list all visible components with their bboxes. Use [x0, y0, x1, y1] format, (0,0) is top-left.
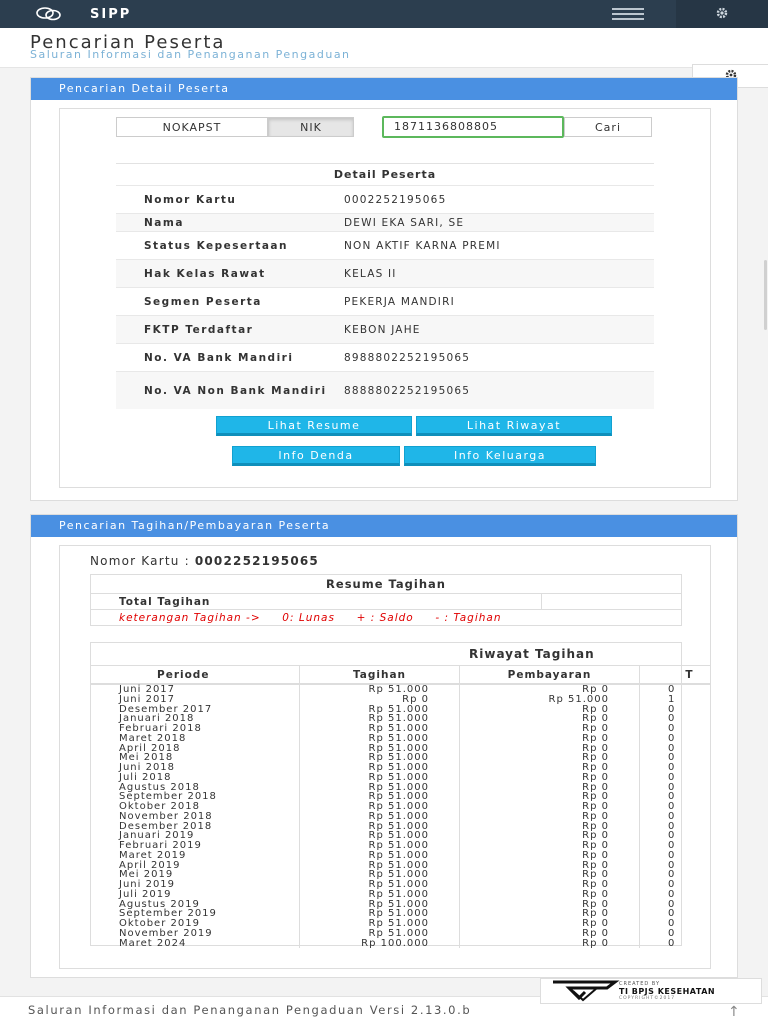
gear-icon: [715, 6, 729, 23]
toggle-nokapst[interactable]: NOKAPST: [116, 117, 268, 137]
table-cell: Rp 51.000: [299, 812, 459, 822]
table-cell: Rp 0: [459, 773, 639, 783]
table-cell: 0: [639, 939, 711, 949]
riwayat-title: Riwayat Tagihan: [469, 647, 595, 661]
table-cell: Rp 0: [459, 783, 639, 793]
table-cell: 0: [639, 705, 711, 715]
search-input[interactable]: 1871136808805: [382, 116, 564, 138]
detail-value: 0002252195065: [344, 193, 447, 206]
table-cell: 1: [639, 695, 711, 705]
table-cell: 0: [639, 841, 711, 851]
table-cell: Rp 0: [459, 851, 639, 861]
table-cell: 0: [639, 802, 711, 812]
table-cell: 0: [639, 783, 711, 793]
table-cell: Rp 51.000: [299, 909, 459, 919]
detail-row: [116, 315, 654, 343]
arrow-up-icon[interactable]: ↑: [728, 1004, 741, 1020]
detail-value: DEWI EKA SARI, SE: [344, 216, 465, 229]
detail-label: Nama: [144, 216, 184, 229]
page-header: [0, 28, 768, 68]
scrollbar[interactable]: [764, 260, 767, 330]
table-cell: Oktober 2018: [119, 801, 200, 812]
table-cell: Rp 51.000: [299, 773, 459, 783]
table-cell: Rp 51.000: [299, 724, 459, 734]
table-cell: Rp 0: [299, 695, 459, 705]
detail-value: KEBON JAHE: [344, 323, 421, 336]
page-title: Pencarian Peserta: [30, 32, 226, 53]
table-cell: Juni 2018: [119, 762, 176, 773]
settings-button[interactable]: [676, 0, 768, 28]
nomor-kartu-label: Nomor Kartu :: [90, 554, 190, 568]
table-cell: Rp 51.000: [299, 734, 459, 744]
creator-badge: [540, 978, 762, 1004]
table-cell: 0: [639, 909, 711, 919]
table-cell: 0: [639, 851, 711, 861]
table-cell: Rp 51.000: [299, 763, 459, 773]
table-cell: Mei 2018: [119, 752, 174, 764]
table-cell: Rp 0: [459, 812, 639, 822]
table-cell: November 2019: [119, 927, 213, 939]
table-cell: April 2018: [119, 742, 181, 754]
legend-keterangan: keterangan Tagihan -> 0: Lunas + : Saldo - : Tagihan: [91, 609, 681, 625]
table-cell: Agustus 2018: [119, 781, 200, 793]
lihat-resume-button[interactable]: Lihat Resume: [216, 416, 412, 436]
table-cell: Juni 2017: [119, 684, 176, 695]
info-denda-button[interactable]: Info Denda: [232, 446, 400, 466]
table-cell: Rp 51.000: [299, 714, 459, 724]
detail-label: Status Kepesertaan: [144, 239, 288, 252]
detail-table-title: Detail Peserta: [116, 163, 654, 185]
table-cell: Januari 2018: [119, 713, 195, 725]
table-cell: 0: [639, 685, 711, 695]
bpjs-logo-icon: [549, 980, 619, 1002]
table-cell: Rp 51.000: [299, 861, 459, 871]
panel-title: Pencarian Tagihan/Pembayaran Peserta: [31, 515, 737, 537]
detail-row: [116, 185, 654, 213]
table-cell: Rp 0: [459, 724, 639, 734]
table-cell: Rp 0: [459, 929, 639, 939]
table-cell: 0: [639, 831, 711, 841]
table-cell: Rp 51.000: [299, 685, 459, 695]
detail-label: No. VA Bank Mandiri: [144, 351, 294, 364]
detail-row: [116, 343, 654, 371]
chat-bubbles-icon: [36, 7, 62, 21]
table-cell: Rp 0: [459, 753, 639, 763]
table-cell: 0: [639, 900, 711, 910]
table-cell: 0: [639, 870, 711, 880]
table-cell: 0: [639, 773, 711, 783]
table-row: [91, 685, 711, 695]
table-cell: 0: [639, 812, 711, 822]
table-cell: Juni 2017: [119, 693, 176, 705]
badge-line2: TI BPJS KESEHATAN: [619, 987, 716, 996]
table-cell: 0: [639, 890, 711, 900]
table-cell: September 2018: [119, 791, 217, 803]
detail-row: [116, 259, 654, 287]
nomor-kartu: [90, 554, 319, 568]
table-cell: Rp 0: [459, 685, 639, 695]
panel-title: Pencarian Detail Peserta: [31, 78, 737, 100]
table-cell: Rp 51.000: [299, 831, 459, 841]
table-cell: Juni 2019: [119, 879, 176, 890]
detail-peserta-panel: [30, 77, 738, 501]
table-cell: Rp 0: [459, 841, 639, 851]
table-header: [91, 665, 711, 685]
table-cell: Agustus 2019: [119, 898, 200, 910]
table-cell: Rp 0: [459, 861, 639, 871]
footer-text: Saluran Informasi dan Penanganan Pengaduan Versi 2.13.0.b: [28, 1003, 472, 1017]
detail-label: Segmen Peserta: [144, 295, 262, 308]
table-cell: Rp 0: [459, 890, 639, 900]
table-cell: Desember 2017: [119, 703, 213, 715]
table-cell: 0: [639, 861, 711, 871]
table-cell: 0: [639, 919, 711, 929]
table-cell: Rp 100.000: [299, 939, 459, 949]
hamburger-menu-icon[interactable]: [612, 8, 644, 20]
table-cell: Rp 51.000: [299, 890, 459, 900]
table-cell: Rp 0: [459, 900, 639, 910]
nomor-kartu-value: 0002252195065: [194, 554, 319, 568]
detail-row: [116, 231, 654, 259]
app-name: SIPP: [90, 6, 132, 22]
table-cell: Rp 0: [459, 763, 639, 773]
table-cell: Mei 2019: [119, 869, 174, 881]
table-cell: 0: [639, 734, 711, 744]
table-cell: Rp 0: [459, 822, 639, 832]
table-cell: Rp 0: [459, 939, 639, 949]
table-cell: Maret 2024: [119, 937, 187, 949]
detail-peserta-box: [59, 108, 711, 488]
table-cell: 0: [639, 724, 711, 734]
table-cell: April 2019: [119, 859, 181, 871]
table-cell: Rp 51.000: [299, 792, 459, 802]
table-cell: Rp 0: [459, 909, 639, 919]
lihat-riwayat-button[interactable]: Lihat Riwayat: [416, 416, 612, 436]
table-cell: Rp 51.000: [299, 841, 459, 851]
table-cell: Rp 51.000: [459, 695, 639, 705]
table-cell: Rp 0: [459, 705, 639, 715]
badge-line1: CREATED BY: [619, 981, 661, 987]
detail-row: [116, 287, 654, 315]
total-tagihan-label: Total Tagihan: [119, 596, 211, 608]
table-cell: Februari 2019: [119, 840, 202, 851]
table-cell: Desember 2018: [119, 820, 213, 832]
table-cell: Rp 0: [459, 744, 639, 754]
table-cell: Januari 2019: [119, 830, 195, 842]
table-cell: November 2018: [119, 810, 213, 822]
table-cell: 0: [639, 880, 711, 890]
table-cell: 0: [639, 763, 711, 773]
detail-value: PEKERJA MANDIRI: [344, 295, 455, 308]
table-cell: Rp 51.000: [299, 802, 459, 812]
table-cell: Rp 0: [459, 870, 639, 880]
table-cell: Maret 2018: [119, 732, 187, 744]
column-header: Periode: [157, 668, 210, 681]
page-subtitle: Saluran Informasi dan Penanganan Pengaduan: [30, 48, 351, 61]
detail-table: [116, 163, 654, 409]
table-cell: 0: [639, 822, 711, 832]
table-cell: 0: [639, 792, 711, 802]
table-cell: Rp 51.000: [299, 851, 459, 861]
detail-label: Nomor Kartu: [144, 193, 237, 206]
search-type-toggle: [116, 117, 354, 137]
detail-row: [116, 213, 654, 231]
table-cell: Rp 51.000: [299, 705, 459, 715]
table-cell: 0: [639, 714, 711, 724]
table-cell: Februari 2018: [119, 723, 202, 734]
table-cell: Juli 2019: [119, 888, 172, 900]
table-cell: Rp 51.000: [299, 919, 459, 929]
riwayat-table: [91, 665, 711, 948]
detail-value: 8988802252195065: [344, 351, 471, 364]
detail-label: Hak Kelas Rawat: [144, 267, 266, 280]
table-cell: Rp 51.000: [299, 753, 459, 763]
tagihan-box: [59, 545, 711, 969]
detail-value: 8888802252195065: [344, 384, 471, 397]
table-row: [91, 939, 711, 949]
table-cell: 0: [639, 753, 711, 763]
detail-value: KELAS II: [344, 267, 397, 280]
table-cell: Rp 0: [459, 919, 639, 929]
table-cell: Rp 51.000: [299, 870, 459, 880]
table-cell: Oktober 2019: [119, 918, 200, 929]
top-navbar: [0, 0, 768, 28]
brand[interactable]: [36, 4, 131, 24]
table-cell: Rp 0: [459, 831, 639, 841]
info-keluarga-button[interactable]: Info Keluarga: [404, 446, 596, 466]
column-header: Pembayaran: [459, 666, 639, 683]
table-cell: Rp 0: [459, 792, 639, 802]
column-header: T: [639, 666, 711, 683]
table-cell: 0: [639, 929, 711, 939]
table-cell: Rp 51.000: [299, 744, 459, 754]
detail-label: No. VA Non Bank Mandiri: [144, 384, 327, 397]
table-cell: Juli 2018: [119, 771, 172, 783]
table-cell: Rp 51.000: [299, 783, 459, 793]
table-cell: Maret 2019: [119, 849, 187, 861]
column-header: Tagihan: [299, 666, 459, 683]
table-cell: Rp 0: [459, 714, 639, 724]
riwayat-tagihan: [90, 642, 694, 949]
search-button[interactable]: Cari: [564, 117, 652, 137]
table-cell: Rp 0: [459, 734, 639, 744]
total-tagihan-row: [91, 593, 681, 609]
detail-value: NON AKTIF KARNA PREMI: [344, 239, 501, 252]
detail-row: [116, 371, 654, 409]
table-cell: Rp 0: [459, 802, 639, 812]
resume-title: Resume Tagihan: [326, 577, 446, 591]
table-cell: Rp 51.000: [299, 929, 459, 939]
table-cell: Rp 51.000: [299, 822, 459, 832]
table-cell: 0: [639, 744, 711, 754]
table-cell: Rp 51.000: [299, 900, 459, 910]
toggle-nik[interactable]: NIK: [268, 117, 354, 137]
detail-label: FKTP Terdaftar: [144, 323, 254, 336]
table-cell: September 2019: [119, 908, 217, 920]
tagihan-panel: [30, 514, 738, 978]
table-cell: Rp 0: [459, 880, 639, 890]
resume-tagihan: [90, 574, 682, 626]
table-cell: Rp 51.000: [299, 880, 459, 890]
badge-line3: COPYRIGHT©2017: [619, 996, 676, 1001]
